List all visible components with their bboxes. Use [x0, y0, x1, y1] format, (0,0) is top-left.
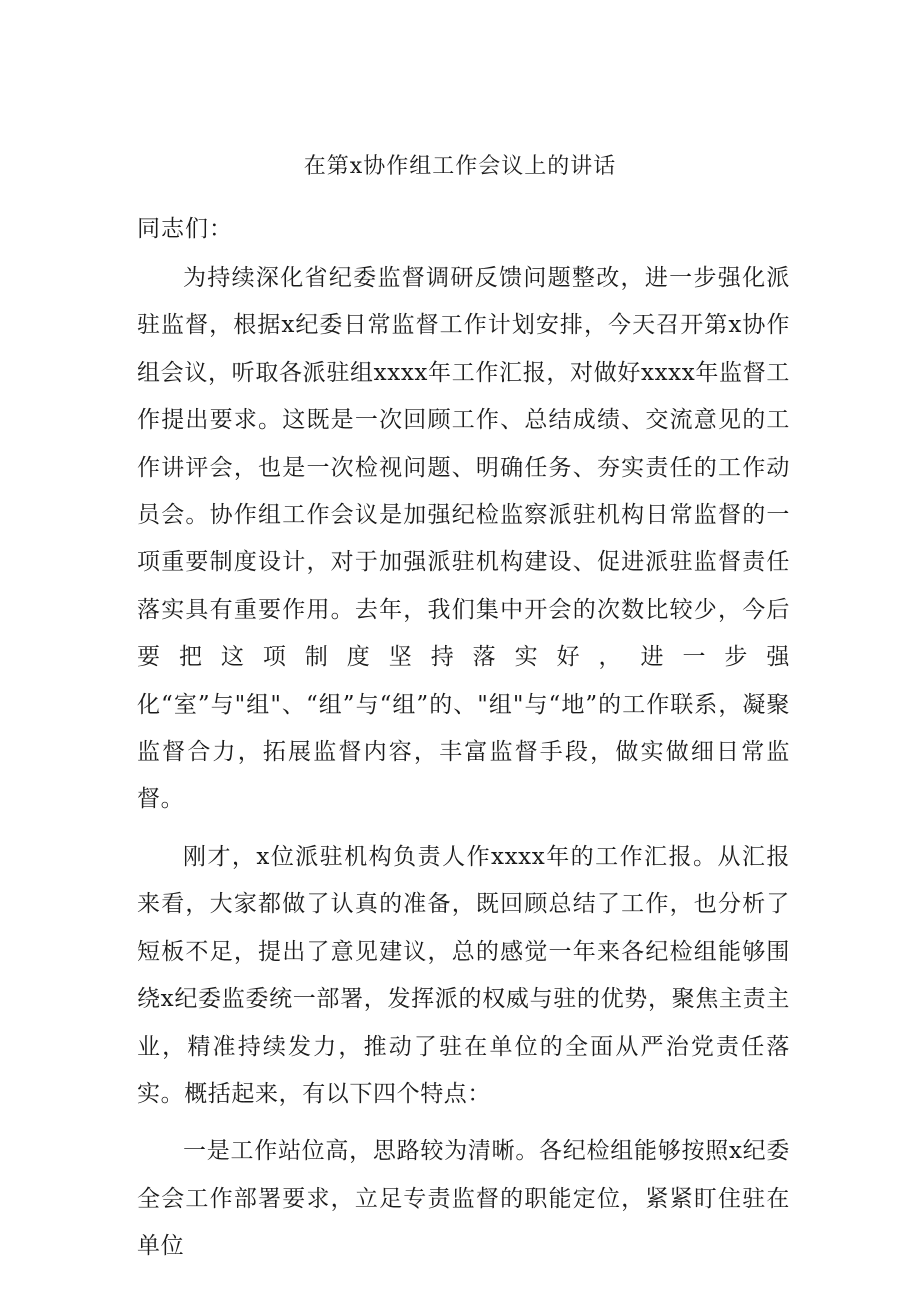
- document-title: 在第x协作组工作会议上的讲话: [303, 154, 617, 179]
- paragraph-3: 一是工作站位高，思路较为清晰。各纪检组能够按照x纪委全会工作部署要求，立足专责监督的职能定位，紧紧盯住驻在单位: [137, 1138, 790, 1260]
- salutation: 同志们：: [137, 216, 233, 242]
- paragraph-1: 为持续深化省纪委监督调研反馈问题整改，进一步强化派驻监督，根据x纪委日常监督工作计划安排，今天召开第x协作组会议，听取各派驻组xxxx年工作汇报，对做好xxxx年监督工作提出要求。这既是一次回顾工作、总结成绩、交流意见的工作讲评会，也是一次检视问题、明确任务、夯实责任的工作动员会。协作组工作会议是加强纪检监察派驻机构日常监督的一项重要制度设计，对于加强派驻机构建设、促进派驻监督责任落实具有重要作用。去年，我们集中开会的次数比较少，今后要把这项制度坚持落实好，进一步强化“室”与"组"、“组”与“组”的、"组"与“地”的工作联系，凝聚监督合力，拓展监督内容，丰富监督手段，做实做细日常监督。: [137, 265, 790, 813]
- document-body: [137, 255, 790, 1281]
- paragraph-2: 刚才，x位派驻机构负责人作xxxx年的工作汇报。从汇报来看，大家都做了认真的准备，既回顾总结了工作，也分析了短板不足，提出了意见建议，总的感觉一年来各纪检组能够围绕x纪委监委统一部署，发挥派的权威与驻的优势，聚焦主责主业，精准持续发力，推动了驻在单位的全面从严治党责任落实。概括起来，有以下四个特点：: [137, 843, 790, 1107]
